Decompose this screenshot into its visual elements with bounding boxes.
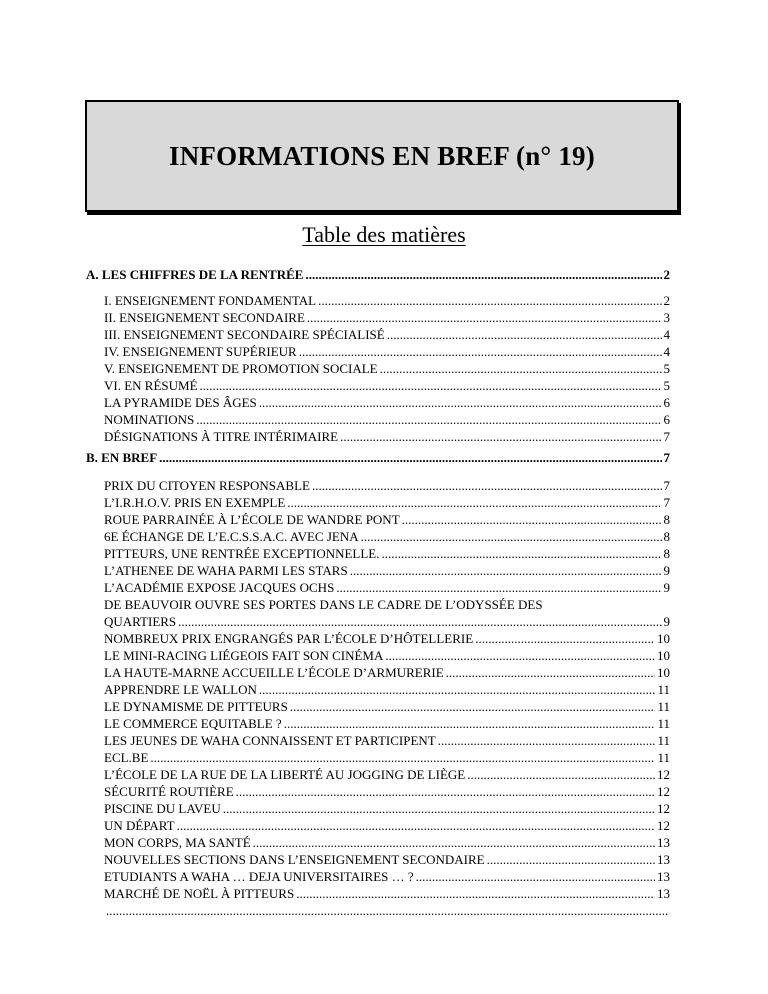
toc-entry-label: UN DÉPART	[104, 818, 175, 833]
document-title: INFORMATIONS EN BREF (n° 19)	[169, 140, 595, 171]
dot-leader	[487, 851, 655, 868]
toc-entry-label: L’I.R.H.O.V. PRIS EN EXEMPLE	[104, 495, 286, 510]
toc-entry-page: 9	[663, 580, 670, 595]
toc-entry[interactable]	[104, 817, 670, 834]
dot-leader	[290, 698, 656, 715]
toc-entry-page: 12	[657, 784, 670, 799]
dot-leader	[296, 885, 655, 902]
toc-entry[interactable]	[104, 545, 670, 562]
toc-entry-label: MON CORPS, MA SANTÉ	[104, 835, 251, 850]
toc-section-page: 7	[663, 450, 670, 465]
dot-leader	[299, 343, 662, 360]
dot-leader	[318, 292, 661, 309]
toc-section-b[interactable]	[86, 450, 670, 466]
dot-leader	[350, 562, 662, 579]
toc-entry[interactable]	[104, 292, 670, 309]
toc-entry-label: L’ACADÉMIE EXPOSE JACQUES OCHS	[104, 580, 335, 595]
toc-section-a-items	[86, 292, 670, 445]
toc-entry-label: LE DYNAMISME DE PITTEURS	[104, 699, 288, 714]
toc-entry-label: NOMINATIONS	[104, 412, 195, 427]
toc-entry[interactable]	[104, 511, 670, 528]
toc-entry-label: PITTEURS, UNE RENTRÉE EXCEPTIONNELLE.	[104, 546, 380, 561]
dot-leader	[284, 715, 656, 732]
toc-entry-page: 2	[663, 293, 670, 308]
dot-leader	[196, 411, 661, 428]
dot-leader	[312, 477, 662, 494]
toc-entry-page: 7	[663, 429, 670, 444]
dot-leader	[150, 749, 655, 766]
toc-entry-page: 11	[657, 750, 670, 765]
toc-entry[interactable]	[104, 783, 670, 800]
toc-entry[interactable]	[104, 528, 670, 545]
toc-entry[interactable]	[104, 800, 670, 817]
toc-entry[interactable]	[104, 579, 670, 596]
dot-leader	[446, 664, 655, 681]
dot-leader	[159, 450, 661, 466]
toc-entry[interactable]	[104, 681, 670, 698]
dot-leader	[382, 545, 662, 562]
toc-entry[interactable]	[104, 766, 670, 783]
toc-entry[interactable]	[104, 309, 670, 326]
toc-entry-label: APPRENDRE LE WALLON	[104, 682, 257, 697]
toc-entry-page: 11	[657, 682, 670, 697]
toc-entry-page: 13	[657, 852, 670, 867]
dot-leader	[106, 902, 668, 919]
toc-entry-label: NOUVELLES SECTIONS DANS L’ENSEIGNEMENT SECONDAIRE	[104, 852, 485, 867]
toc-entry-page: 5	[663, 378, 670, 393]
dot-leader	[177, 817, 655, 834]
toc-entry-label: II. ENSEIGNEMENT SECONDAIRE	[104, 310, 305, 325]
toc-entry-page: 13	[657, 886, 670, 901]
toc-entry-page: 7	[663, 495, 670, 510]
toc-entry-page: 9	[663, 614, 670, 629]
dot-leader	[287, 494, 661, 511]
toc-entry-label: 6E ÉCHANGE DE L’E.C.S.S.A.C. AVEC JENA	[104, 529, 359, 544]
toc-section-b-items	[86, 477, 670, 919]
dot-leader	[259, 681, 656, 698]
toc-entry[interactable]	[104, 326, 670, 343]
toc-entry-label: DÉSIGNATIONS À TITRE INTÉRIMAIRE	[104, 429, 339, 444]
toc-entry-page: 12	[657, 767, 670, 782]
toc-entry-label: LE COMMERCE EQUITABLE ?	[104, 716, 282, 731]
toc-entry[interactable]	[104, 477, 670, 494]
dot-leader	[200, 377, 662, 394]
toc-entry-label: I. ENSEIGNEMENT FONDAMENTAL	[104, 293, 317, 308]
toc-entry-page: 13	[657, 835, 670, 850]
dot-leader	[236, 783, 655, 800]
toc-entry-page: 8	[663, 546, 670, 561]
toc-entry[interactable]	[104, 664, 670, 681]
toc-entry-label: IV. ENSEIGNEMENT SUPÉRIEUR	[104, 344, 297, 359]
toc-entry-page: 8	[663, 529, 670, 544]
dot-leader	[223, 800, 655, 817]
toc-entry[interactable]	[104, 834, 670, 851]
toc-entry-page: 11	[657, 699, 670, 714]
toc-entry-page: 11	[657, 733, 670, 748]
toc-entry[interactable]	[104, 715, 670, 732]
toc-entry-page: 10	[657, 631, 670, 646]
toc-entry-label: ROUE PARRAINÉE À L’ÉCOLE DE WANDRE PONT	[104, 512, 400, 527]
toc-entry[interactable]	[104, 902, 670, 919]
toc-entry[interactable]	[104, 868, 670, 885]
toc-entry[interactable]	[104, 494, 670, 511]
toc-entry-label: V. ENSEIGNEMENT DE PROMOTION SOCIALE	[104, 361, 378, 376]
toc-entry-page: 13	[657, 869, 670, 884]
toc-entry-page: 6	[663, 395, 670, 410]
toc-entry[interactable]	[104, 343, 670, 360]
toc-entry[interactable]	[104, 647, 670, 664]
toc-entry-page: 10	[657, 648, 670, 663]
toc-entry-label: SÉCURITÉ ROUTIÈRE	[104, 784, 234, 799]
toc-entry[interactable]	[104, 428, 670, 445]
toc-entry[interactable]	[104, 394, 670, 411]
toc-section-label: B. EN BREF	[86, 450, 158, 465]
toc-entry[interactable]	[104, 630, 670, 647]
toc-entry[interactable]	[104, 562, 670, 579]
toc-entry-label: NOMBREUX PRIX ENGRANGÉS PAR L’ÉCOLE D’HÔTELLERIE	[104, 631, 474, 646]
toc-entry-label: VI. EN RÉSUMÉ	[104, 378, 198, 393]
toc-entry-label-line2: QUARTIERS	[104, 614, 177, 629]
toc-entry-page: 3	[663, 310, 670, 325]
toc-entry-page: 11	[657, 716, 670, 731]
toc-entry[interactable]	[104, 377, 670, 394]
toc-entry-label: ETUDIANTS A WAHA … DEJA UNIVERSITAIRES … ?	[104, 869, 414, 884]
table-of-contents	[86, 267, 670, 919]
toc-entry-page: 9	[663, 563, 670, 578]
toc-entry-label: PRIX DU CITOYEN RESPONSABLE	[104, 478, 310, 493]
dot-leader	[253, 834, 655, 851]
dot-leader	[340, 428, 661, 445]
toc-entry-label: LES JEUNES DE WAHA CONNAISSENT ET PARTICIPENT	[104, 733, 436, 748]
dot-leader	[305, 267, 661, 283]
dot-leader	[361, 528, 662, 545]
toc-entry[interactable]	[104, 851, 670, 868]
toc-entry-page: 4	[663, 344, 670, 359]
toc-heading: Table des matières	[302, 222, 466, 247]
toc-entry[interactable]	[104, 732, 670, 749]
toc-entry-page: 7	[663, 478, 670, 493]
toc-entry-page: 5	[663, 361, 670, 376]
toc-entry-label-line1: DE BEAUVOIR OUVRE SES PORTES DANS LE CADRE DE L’ODYSSÉE DES	[104, 597, 543, 612]
toc-entry-label: III. ENSEIGNEMENT SECONDAIRE SPÉCIALISÉ	[104, 327, 385, 342]
toc-section-label: A. LES CHIFFRES DE LA RENTRÉE	[86, 267, 304, 282]
toc-entry-label: MARCHÉ DE NOËL À PITTEURS	[104, 886, 295, 901]
dot-leader	[402, 511, 662, 528]
dot-leader	[475, 630, 655, 647]
toc-section-page: 2	[663, 267, 670, 282]
toc-entry-label: LE MINI-RACING LIÉGEOIS FAIT SON CINÉMA	[104, 648, 384, 663]
dot-leader	[178, 613, 661, 630]
dot-leader	[387, 326, 662, 343]
toc-entry-page: 8	[663, 512, 670, 527]
toc-entry[interactable]	[104, 749, 670, 766]
dot-leader	[259, 394, 662, 411]
toc-entry-label: LA PYRAMIDE DES ÂGES	[104, 395, 257, 410]
dot-leader	[385, 647, 655, 664]
toc-entry-label: L’ÉCOLE DE LA RUE DE LA LIBERTÉ AU JOGGING DE LIÈGE	[104, 767, 466, 782]
toc-entry-label: L’ATHENEE DE WAHA PARMI LES STARS	[104, 563, 348, 578]
toc-entry-page: 4	[663, 327, 670, 342]
title-box	[85, 100, 679, 212]
dot-leader	[438, 732, 656, 749]
dot-leader	[416, 868, 655, 885]
toc-entry-page: 12	[657, 801, 670, 816]
toc-entry-line2	[104, 613, 670, 630]
dot-leader	[467, 766, 655, 783]
toc-entry-label: PISCINE DU LAVEU	[104, 801, 221, 816]
toc-entry[interactable]	[104, 411, 670, 428]
toc-entry-label: ECL.BE	[104, 750, 149, 765]
toc-entry-page: 10	[657, 665, 670, 680]
toc-entry[interactable]	[104, 698, 670, 715]
dot-leader	[307, 309, 662, 326]
toc-entry[interactable]	[104, 885, 670, 902]
toc-entry-label: LA HAUTE-MARNE ACCUEILLE L’ÉCOLE D’ARMURERIE	[104, 665, 444, 680]
toc-entry-page: 6	[663, 412, 670, 427]
toc-section-a[interactable]	[86, 267, 670, 283]
dot-leader	[336, 579, 661, 596]
toc-entry-multiline[interactable]	[104, 596, 670, 630]
toc-entry-page: 12	[657, 818, 670, 833]
toc-entry[interactable]	[104, 360, 670, 377]
dot-leader	[380, 360, 662, 377]
